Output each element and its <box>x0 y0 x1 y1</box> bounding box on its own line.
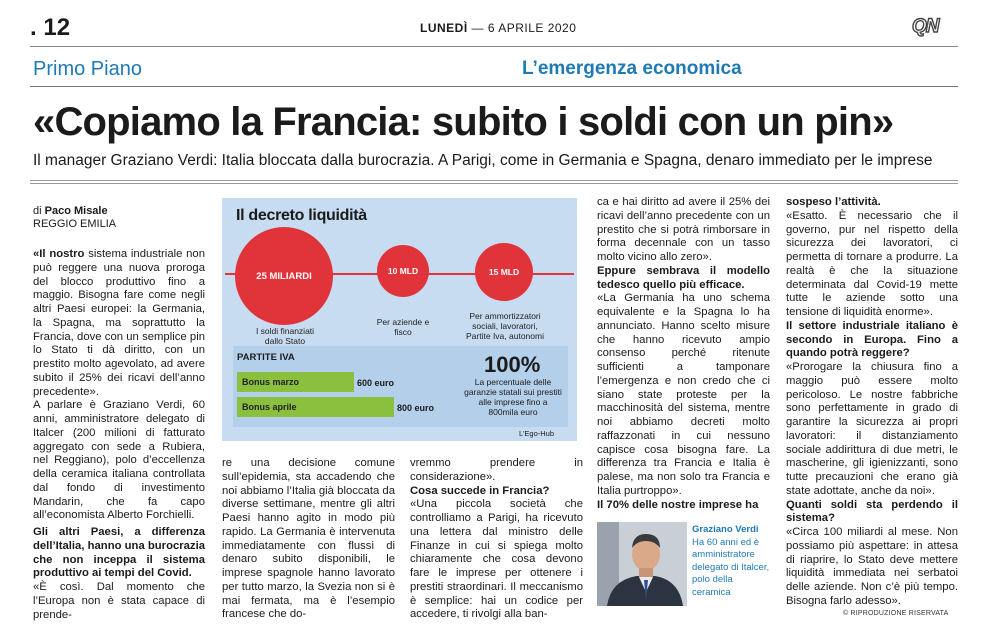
paragraph: ca e hai diritto ad avere il 25% dei ricavi dell’anno precedente con un prestito che si potrà rimborsare in forma decennale con un tasso molto vicino allo zero». <box>597 196 770 263</box>
photo-caption <box>692 524 772 599</box>
interview-question: Gli altri Paesi, a differenza dell’Italia, hanno una burocrazia che non inceppa il sistema produttivo ai tempi del Covid. <box>33 526 205 580</box>
percentage-value: 100% <box>484 352 541 377</box>
article-column-2 <box>222 457 395 622</box>
circle-label: Per aziende e fisco <box>376 317 430 337</box>
byline <box>33 205 116 231</box>
paragraph: «La Germania ha uno schema equivalente e la Spagna lo ha annunciato. Hanno scelto misure che hanno ricevuto ampio consenso perché ritenute sufficienti a tamponare l’emergenza e non credo che ci siano state proteste per la macchinosità del sistema, mentre noi abbiamo decreti molto raffazzonati in cui nessuno capisce cosa bisogna fare. La differenza tra Francia e Italia è palese, ma non solo tra Francia e Italia purtroppo». <box>597 292 770 497</box>
infographic-credit: L’Ego-Hub <box>519 429 555 438</box>
headline: «Copiamo la Francia: subito i soldi con un pin» <box>33 100 894 144</box>
paragraph: «Una piccola società che controlliamo a Parigi, ha ricevuto una lettera dal ministro delle Finanze in cui si spiega molto chiaramente che cosa devono fare le imprese per ottenere i prestiti straordinari. Il meccanismo è semplice: hai un codice per accedere, ti rivolgi alla ban- <box>410 498 583 621</box>
paragraph: «Prorogare la chiusura fino a maggio può essere molto pericoloso. Le nostre fabbriche sono perfettamente in grado di garantire la sicurezza ai propri lavoratori: il distanziamento sociale addirittura di due metri, le mascherine, gli igienizzanti, sono tutte precauzioni che erano già state adottate, anche da noi». <box>786 361 958 497</box>
partite-iva-label: PARTITE IVA <box>237 352 295 363</box>
paragraph: «È così. Dal momento che l’Europa non è stata capace di prende- <box>33 581 205 621</box>
subheadline: Il manager Graziano Verdi: Italia bloccata dalla burocrazia. A Parigi, come in Germania e Spagna, denaro immediato per le imprese <box>33 152 933 169</box>
headline-divider-2 <box>30 183 958 184</box>
circle-25-miliardi: 25 MILIARDI <box>235 227 333 325</box>
issue-day: LUNEDÌ <box>420 21 468 35</box>
interview-question: Il settore industriale italiano è secondo in Europa. Fino a quando potrà reggere? <box>786 319 958 360</box>
photo-caption-name: Graziano Verdi <box>692 524 759 535</box>
author-name: Paco Misale <box>44 205 108 217</box>
lead-in: «Il nostro <box>33 248 85 260</box>
bonus-bar-aprile: Bonus aprile <box>237 397 394 417</box>
circle-label: I soldi finanziati dallo Stato <box>255 326 315 346</box>
section-divider <box>30 86 958 87</box>
article-column-3 <box>410 457 583 622</box>
article-column-4 <box>597 196 770 512</box>
newspaper-logo: QN <box>912 16 939 37</box>
circle-label: Per ammortizzatori sociali, lavoratori, Partite Iva, autonomi <box>466 311 544 341</box>
interview-question: sospeso l’attività. <box>786 196 881 208</box>
portrait-photo <box>597 522 687 606</box>
headline-divider <box>30 180 958 181</box>
interview-question: Il 70% delle nostre imprese ha <box>597 498 759 511</box>
photo-caption-text: Ha 60 anni ed è amministratore delegato di Italcer, polo della ceramica <box>692 536 770 598</box>
article-column-1 <box>33 248 205 622</box>
copyright-notice: © RIPRODUZIONE RISERVATA <box>843 610 949 617</box>
bonus-bar-marzo: Bonus marzo <box>237 372 354 392</box>
paragraph: A parlare è Graziano Verdi, 60 anni, amministratore delegato di Italcer (200 milioni di fatturato aggregato con sede a Rubiera, nel Reggiano), polo d’eccellenza della ceramica italiana controllata dal fondo di investimento Mandarin, che fa capo all’economista Alberto Forchielli. <box>33 399 205 522</box>
byline-prefix: di <box>33 205 42 217</box>
issue-date: LUNEDÌ — 6 APRILE 2020 <box>420 21 577 35</box>
percentage-label: La percentuale delle garanzie statali sui prestiti alle imprese fino a 800mila euro <box>464 377 562 417</box>
issue-date-text: 6 APRILE 2020 <box>487 21 577 35</box>
bonus-value: 800 euro <box>397 403 435 413</box>
article-column-5 <box>786 196 958 609</box>
infographic-title: Il decreto liquidità <box>236 207 367 224</box>
circle-15-mld: 15 MLD <box>475 243 533 301</box>
circle-10-mld: 10 MLD <box>377 245 429 297</box>
header-divider <box>30 46 958 47</box>
paragraph: sistema industriale non può reggere una nuova proroga del blocco produttivo fino a maggio. Bisogna fare come negli altri Paesi europei: la Germania, la Spagna, ma soprattutto la Francia, dove con un semplice pin lo Stato ti dà diritto, con un prestito molto agevolato, ad avere subito il 25% dei ricavi dell’anno precedente». <box>33 248 205 398</box>
bonus-value: 600 euro <box>357 378 395 388</box>
paragraph: «Circa 100 miliardi al mese. Non possiamo più aspettare: in attesa di riaprire, lo Stato deve mettere liquidità immediata nei serbatoi delle aziende. Non c’è più tempo. Bisogna farlo adesso». <box>786 526 958 607</box>
section-title: Primo Piano <box>33 58 142 80</box>
interview-question: Quanti soldi sta perdendo il sistema? <box>786 498 958 525</box>
paragraph: vremmo prendere in considerazione». <box>410 457 583 483</box>
interview-question: Eppure sembrava il modello tedesco quello più efficace. <box>597 264 770 291</box>
topic-kicker: L’emergenza economica <box>522 58 742 79</box>
paragraph: «Esatto. È necessario che il governo, pur nel rispetto della sicurezza dei lavoratori, ci permetta di tornare a produrre. La realtà è che la situazione determinata dal Covid-19 mette tutte le aziende sotto una tensione di liquidità enorme». <box>786 209 958 318</box>
page-number: . 12 <box>30 14 71 41</box>
interview-question: Cosa succede in Francia? <box>410 484 550 497</box>
byline-location: REGGIO EMILIA <box>33 218 117 230</box>
paragraph: re una decisione comune sull’epidemia, sta accadendo che noi abbiamo l’Italia già bloccata da diverse settimane, mentre gli altri Paesi hanno agito in modo più rapido. La Germania è intervenuta immediatamente con flussi di denaro subito disponibili, le imprese spagnole hanno lavorato per tutto marzo, la Svezia non si è mai fermata, ma è l’esempio francese che do- <box>222 457 395 621</box>
